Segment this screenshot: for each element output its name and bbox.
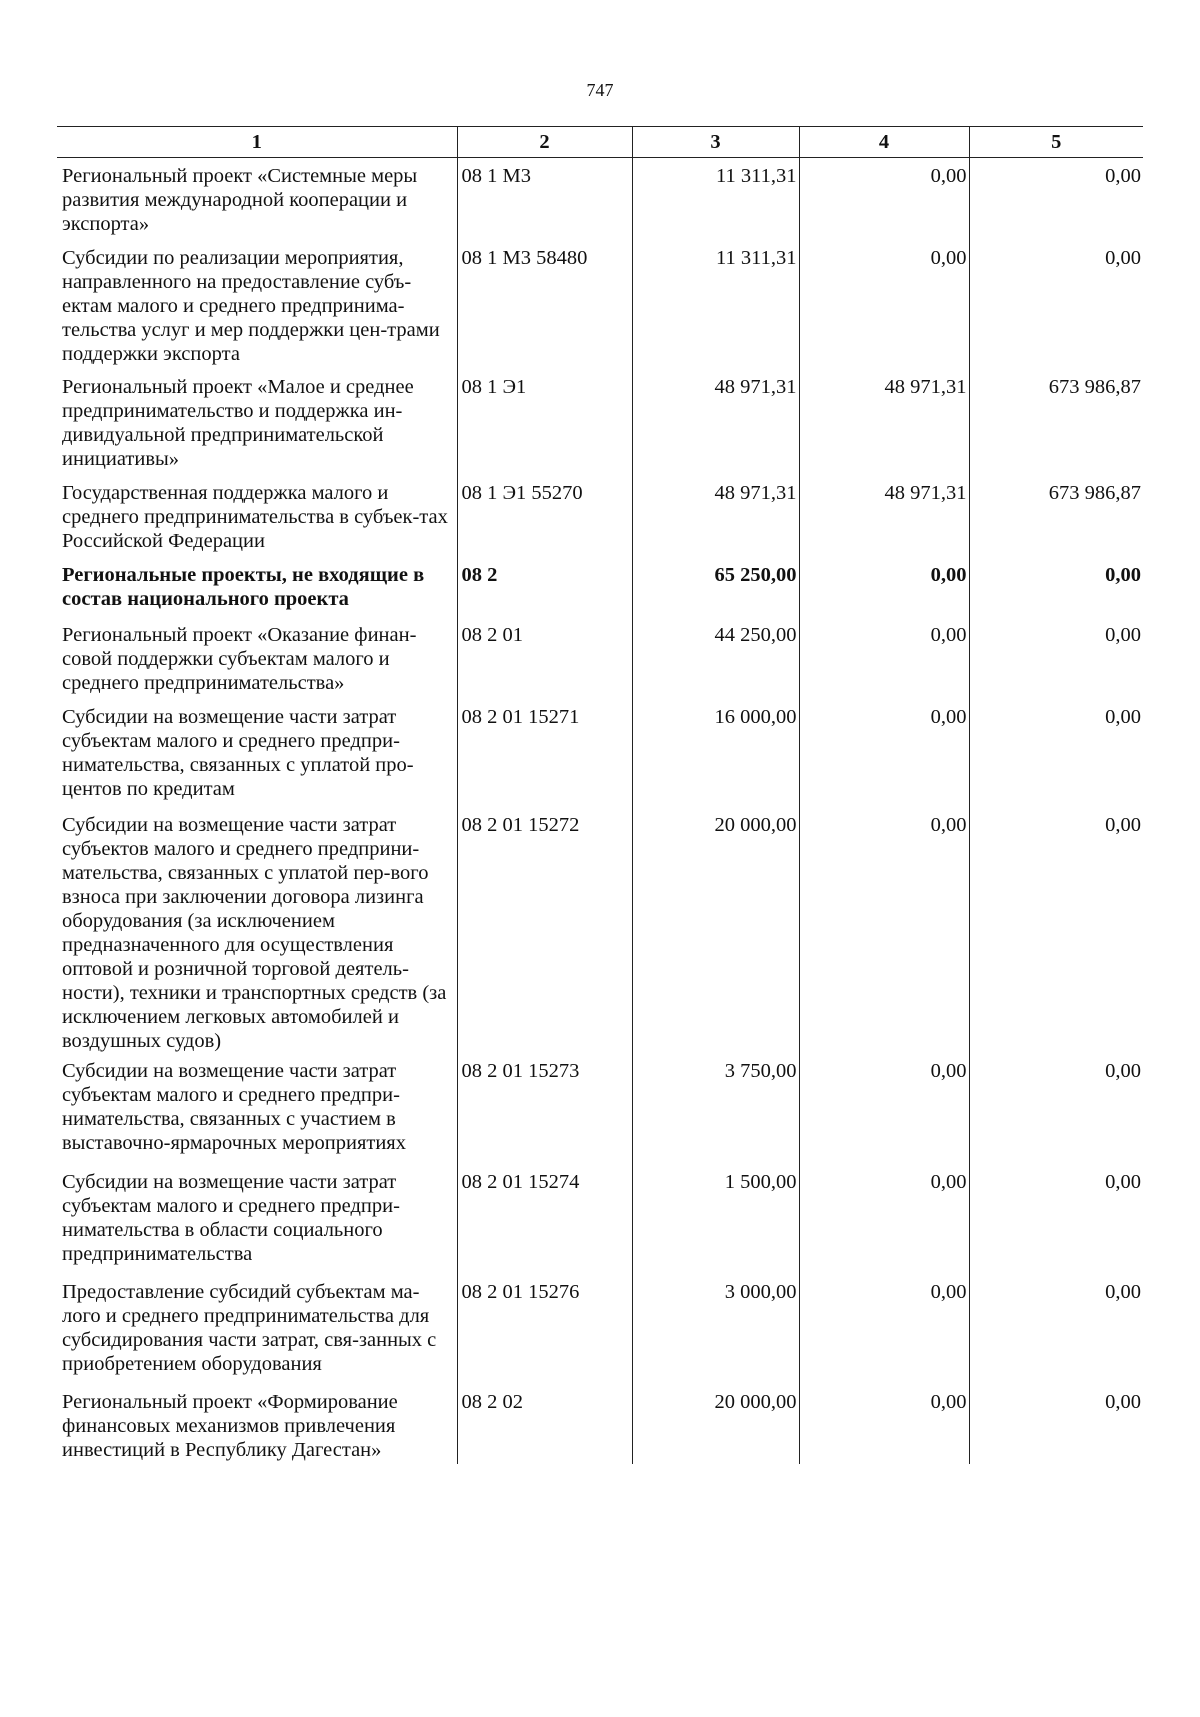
table-row	[57, 699, 1143, 807]
column-header-2: 2	[457, 127, 632, 158]
row-name-cell: Субсидии на возмещение части затрат субъектам малого и среднего предпри-нимательства в области социального предпринимательства	[62, 1170, 400, 1265]
row-name-cell: Государственная поддержка малого и среднего предпринимательства в субъек-тах Российской Федерации	[62, 481, 448, 552]
row-value-col4: 0,00	[799, 699, 969, 807]
row-value-col4: 0,00	[799, 617, 969, 699]
row-value-col5: 0,00	[969, 1164, 1143, 1274]
row-value-col3: 11 311,31	[632, 240, 799, 369]
row-code-cell: 08 2 01 15276	[457, 1274, 632, 1384]
row-code-cell: 08 1 Э1	[457, 369, 632, 475]
row-value-col3: 20 000,00	[632, 1384, 799, 1464]
row-value-col3: 16 000,00	[632, 699, 799, 807]
row-value-col5: 0,00	[969, 617, 1143, 699]
table-row	[57, 1053, 1143, 1164]
row-code-cell: 08 2 01 15274	[457, 1164, 632, 1274]
table-row	[57, 369, 1143, 475]
row-code-cell: 08 2 01 15273	[457, 1053, 632, 1164]
row-value-col4: 0,00	[799, 1164, 969, 1274]
row-value-col4: 0,00	[799, 1053, 969, 1164]
row-value-col3: 48 971,31	[632, 369, 799, 475]
table-row	[57, 1164, 1143, 1274]
row-value-col5: 0,00	[969, 240, 1143, 369]
table-row	[57, 475, 1143, 557]
row-code-cell: 08 2 01 15272	[457, 807, 632, 1053]
row-value-col5: 0,00	[969, 1384, 1143, 1464]
row-value-col4: 0,00	[799, 807, 969, 1053]
table-row	[57, 1274, 1143, 1384]
row-value-col4: 0,00	[799, 1274, 969, 1384]
row-value-col5: 673 986,87	[969, 369, 1143, 475]
column-header-1: 1	[57, 127, 457, 158]
row-name-cell: Предоставление субсидий субъектам ма-лого и среднего предпринимательства для субсидирования части затрат, свя-занных с приобретением оборудования	[62, 1280, 437, 1375]
table-row	[57, 158, 1143, 240]
row-value-col3: 20 000,00	[632, 807, 799, 1053]
row-value-col5: 0,00	[969, 158, 1143, 240]
column-header-4: 4	[799, 127, 969, 158]
row-value-col5: 673 986,87	[969, 475, 1143, 557]
row-name-cell: Региональный проект «Системные меры развития международной кооперации и экспорта»	[62, 165, 418, 235]
row-value-col3: 48 971,31	[632, 475, 799, 557]
row-value-col3: 44 250,00	[632, 617, 799, 699]
row-value-col3: 1 500,00	[632, 1164, 799, 1274]
row-value-col5: 0,00	[969, 557, 1143, 617]
row-value-col5: 0,00	[969, 1274, 1143, 1384]
table-body	[57, 158, 1143, 1464]
row-name-cell: Региональные проекты, не входящие в состав национального проекта	[62, 563, 425, 610]
row-value-col5: 0,00	[969, 807, 1143, 1053]
header-row	[57, 127, 1143, 158]
row-code-cell: 08 1 Э1 55270	[457, 475, 632, 557]
budget-table-container	[57, 126, 1143, 1464]
row-value-col5: 0,00	[969, 699, 1143, 807]
row-name-cell: Региональный проект «Формирование финансовых механизмов привлечения инвестиций в Республику Дагестан»	[62, 1390, 398, 1461]
table-row	[57, 1384, 1143, 1464]
row-name-cell: Субсидии на возмещение части затрат субъектам малого и среднего предпри-нимательства, связанных с участием в выставочно-ярмарочных мероприятиях	[62, 1059, 406, 1154]
row-value-col4: 0,00	[799, 240, 969, 369]
budget-table	[57, 126, 1143, 1464]
row-value-col4: 0,00	[799, 1384, 969, 1464]
row-value-col3: 3 750,00	[632, 1053, 799, 1164]
row-code-cell: 08 2	[457, 557, 632, 617]
row-value-col4: 0,00	[799, 557, 969, 617]
page-number: 747	[586, 80, 614, 100]
row-value-col5: 0,00	[969, 1053, 1143, 1164]
row-code-cell: 08 1 М3	[457, 158, 632, 240]
column-header-3: 3	[632, 127, 799, 158]
row-name-cell: Субсидии на возмещение части затрат субъектам малого и среднего предпри-нимательства, связанных с уплатой про-центов по кредитам	[62, 705, 414, 800]
row-code-cell: 08 2 02	[457, 1384, 632, 1464]
table-row	[57, 240, 1143, 369]
row-code-cell: 08 1 М3 58480	[457, 240, 632, 369]
table-row	[57, 617, 1143, 699]
row-code-cell: 08 2 01 15271	[457, 699, 632, 807]
row-name-cell: Субсидии по реализации мероприятия, направленного на предоставление субъ-ектам малого и среднего предпринима-тельства услуг и мер поддержки цен-трами поддержки экспорта	[62, 246, 440, 365]
column-header-5: 5	[969, 127, 1143, 158]
row-code-cell: 08 2 01	[457, 617, 632, 699]
row-name-cell: Региональный проект «Малое и среднее предпринимательство и поддержка ин-дивидуальной предпринимательской инициативы»	[62, 375, 414, 470]
table-row	[57, 807, 1143, 1053]
table-row	[57, 557, 1143, 617]
row-name-cell: Субсидии на возмещение части затрат субъектов малого и среднего предприни-мательства, связанных с уплатой пер-вого взноса при заключении договора лизинга оборудования (за исключением предназначенного для осуществления оптовой и розничной торговой деятель-ности), техники и транспортных средств (за исключением легковых автомобилей и воздушных судов)	[62, 813, 447, 1052]
row-value-col3: 65 250,00	[632, 557, 799, 617]
row-value-col4: 48 971,31	[799, 475, 969, 557]
row-value-col3: 3 000,00	[632, 1274, 799, 1384]
row-value-col4: 0,00	[799, 158, 969, 240]
row-name-cell: Региональный проект «Оказание финан-совой поддержки субъектам малого и среднего предпринимательства»	[62, 623, 417, 694]
row-value-col4: 48 971,31	[799, 369, 969, 475]
row-value-col3: 11 311,31	[632, 158, 799, 240]
